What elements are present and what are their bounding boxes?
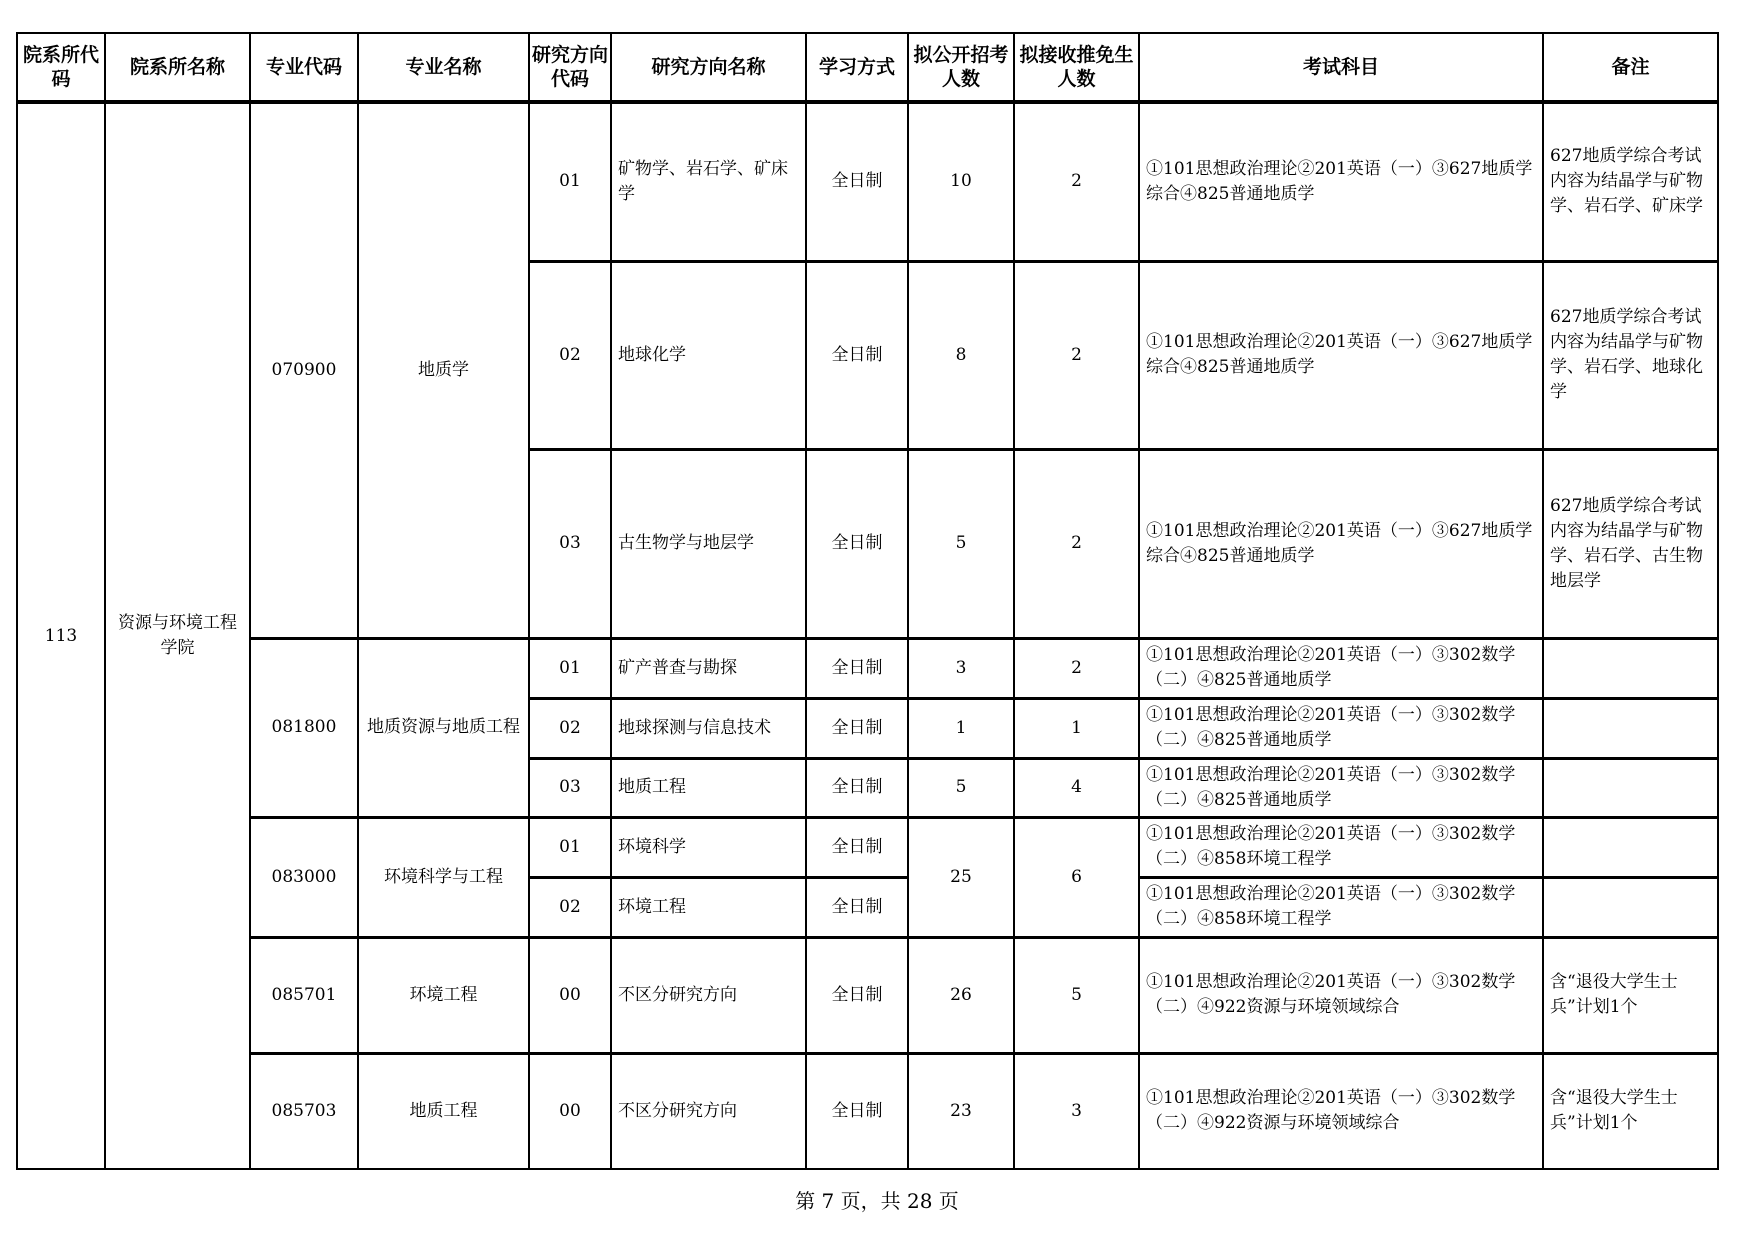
direction-code-cell: 02 [529,698,611,758]
remarks-cell [1543,638,1718,698]
remarks-cell: 627地质学综合考试内容为结晶学与矿物学、岩石学、古生物地层学 [1543,449,1718,638]
table-row [17,817,1718,877]
remarks-cell: 627地质学综合考试内容为结晶学与矿物学、岩石学、地球化学 [1543,261,1718,449]
exempt-quota-cell: 3 [1014,1053,1139,1169]
remarks-cell: 含“退役大学生士兵”计划1个 [1543,1053,1718,1169]
dept-code-cell: 113 [17,102,105,1169]
direction-code-cell: 03 [529,449,611,638]
major-name-cell: 地质学 [358,102,529,638]
direction-name-cell: 地质工程 [611,758,806,817]
header-dept-code: 院系所代码 [17,33,105,102]
exempt-quota-cell: 1 [1014,698,1139,758]
public-quota-cell: 23 [908,1053,1014,1169]
direction-code-cell: 01 [529,638,611,698]
direction-name-cell: 地球探测与信息技术 [611,698,806,758]
exam-subjects-cell: ①101思想政治理论②201英语（一）③302数学（二）④825普通地质学 [1139,638,1543,698]
study-mode-cell: 全日制 [806,638,908,698]
table-row [17,1053,1718,1169]
remarks-cell [1543,877,1718,937]
major-name-cell: 地质资源与地质工程 [358,638,529,817]
remarks-cell [1543,817,1718,877]
study-mode-cell: 全日制 [806,449,908,638]
direction-name-cell: 环境工程 [611,877,806,937]
major-name-cell: 地质工程 [358,1053,529,1169]
header-direction-name: 研究方向名称 [611,33,806,102]
major-code-cell: 081800 [250,638,358,817]
public-quota-cell: 5 [908,758,1014,817]
major-name-cell: 环境工程 [358,937,529,1053]
exempt-quota-cell: 2 [1014,449,1139,638]
direction-name-cell: 不区分研究方向 [611,937,806,1053]
admissions-table [16,32,1719,1170]
exempt-quota-cell: 5 [1014,937,1139,1053]
public-quota-cell: 25 [908,817,1014,937]
direction-code-cell: 02 [529,261,611,449]
exam-subjects-cell: ①101思想政治理论②201英语（一）③302数学（二）④858环境工程学 [1139,877,1543,937]
public-quota-cell: 10 [908,102,1014,261]
study-mode-cell: 全日制 [806,758,908,817]
study-mode-cell: 全日制 [806,102,908,261]
exempt-quota-cell: 2 [1014,102,1139,261]
direction-code-cell: 02 [529,877,611,937]
exam-subjects-cell: ①101思想政治理论②201英语（一）③302数学（二）④858环境工程学 [1139,817,1543,877]
table-row [17,102,1718,261]
public-quota-cell: 26 [908,937,1014,1053]
direction-code-cell: 01 [529,817,611,877]
exam-subjects-cell: ①101思想政治理论②201英语（一）③627地质学综合④825普通地质学 [1139,449,1543,638]
direction-name-cell: 古生物学与地层学 [611,449,806,638]
study-mode-cell: 全日制 [806,877,908,937]
dept-name-cell: 资源与环境工程学院 [105,102,250,1169]
direction-code-cell: 03 [529,758,611,817]
direction-name-cell: 矿产普查与勘探 [611,638,806,698]
direction-code-cell: 00 [529,937,611,1053]
direction-name-cell: 地球化学 [611,261,806,449]
remarks-cell [1543,758,1718,817]
header-major-code: 专业代码 [250,33,358,102]
direction-code-cell: 01 [529,102,611,261]
header-exempt-quota: 拟接收推免生人数 [1014,33,1139,102]
header-direction-code: 研究方向代码 [529,33,611,102]
exam-subjects-cell: ①101思想政治理论②201英语（一）③302数学（二）④922资源与环境领域综合 [1139,1053,1543,1169]
direction-name-cell: 矿物学、岩石学、矿床学 [611,102,806,261]
header-dept-name: 院系所名称 [105,33,250,102]
header-public-quota: 拟公开招考人数 [908,33,1014,102]
exempt-quota-cell: 2 [1014,638,1139,698]
major-name-cell: 环境科学与工程 [358,817,529,937]
major-code-cell: 085703 [250,1053,358,1169]
table-row [17,638,1718,698]
major-code-cell: 070900 [250,102,358,638]
public-quota-cell: 3 [908,638,1014,698]
exam-subjects-cell: ①101思想政治理论②201英语（一）③302数学（二）④825普通地质学 [1139,698,1543,758]
public-quota-cell: 1 [908,698,1014,758]
remarks-cell: 含“退役大学生士兵”计划1个 [1543,937,1718,1053]
study-mode-cell: 全日制 [806,1053,908,1169]
header-major-name: 专业名称 [358,33,529,102]
exempt-quota-cell: 2 [1014,261,1139,449]
public-quota-cell: 8 [908,261,1014,449]
study-mode-cell: 全日制 [806,937,908,1053]
major-code-cell: 083000 [250,817,358,937]
direction-name-cell: 不区分研究方向 [611,1053,806,1169]
exempt-quota-cell: 4 [1014,758,1139,817]
study-mode-cell: 全日制 [806,817,908,877]
public-quota-cell: 5 [908,449,1014,638]
page-number: 第 7 页，共 28 页 [795,1189,959,1213]
header-row [17,33,1718,102]
study-mode-cell: 全日制 [806,261,908,449]
header-exam-subjects: 考试科目 [1139,33,1543,102]
header-study-mode: 学习方式 [806,33,908,102]
major-code-cell: 085701 [250,937,358,1053]
direction-name-cell: 环境科学 [611,817,806,877]
study-mode-cell: 全日制 [806,698,908,758]
remarks-cell [1543,698,1718,758]
exam-subjects-cell: ①101思想政治理论②201英语（一）③627地质学综合④825普通地质学 [1139,261,1543,449]
exam-subjects-cell: ①101思想政治理论②201英语（一）③627地质学综合④825普通地质学 [1139,102,1543,261]
direction-code-cell: 00 [529,1053,611,1169]
header-remarks: 备注 [1543,33,1718,102]
remarks-cell: 627地质学综合考试内容为结晶学与矿物学、岩石学、矿床学 [1543,102,1718,261]
exempt-quota-cell: 6 [1014,817,1139,937]
exam-subjects-cell: ①101思想政治理论②201英语（一）③302数学（二）④825普通地质学 [1139,758,1543,817]
exam-subjects-cell: ①101思想政治理论②201英语（一）③302数学（二）④922资源与环境领域综合 [1139,937,1543,1053]
table-row [17,937,1718,1053]
